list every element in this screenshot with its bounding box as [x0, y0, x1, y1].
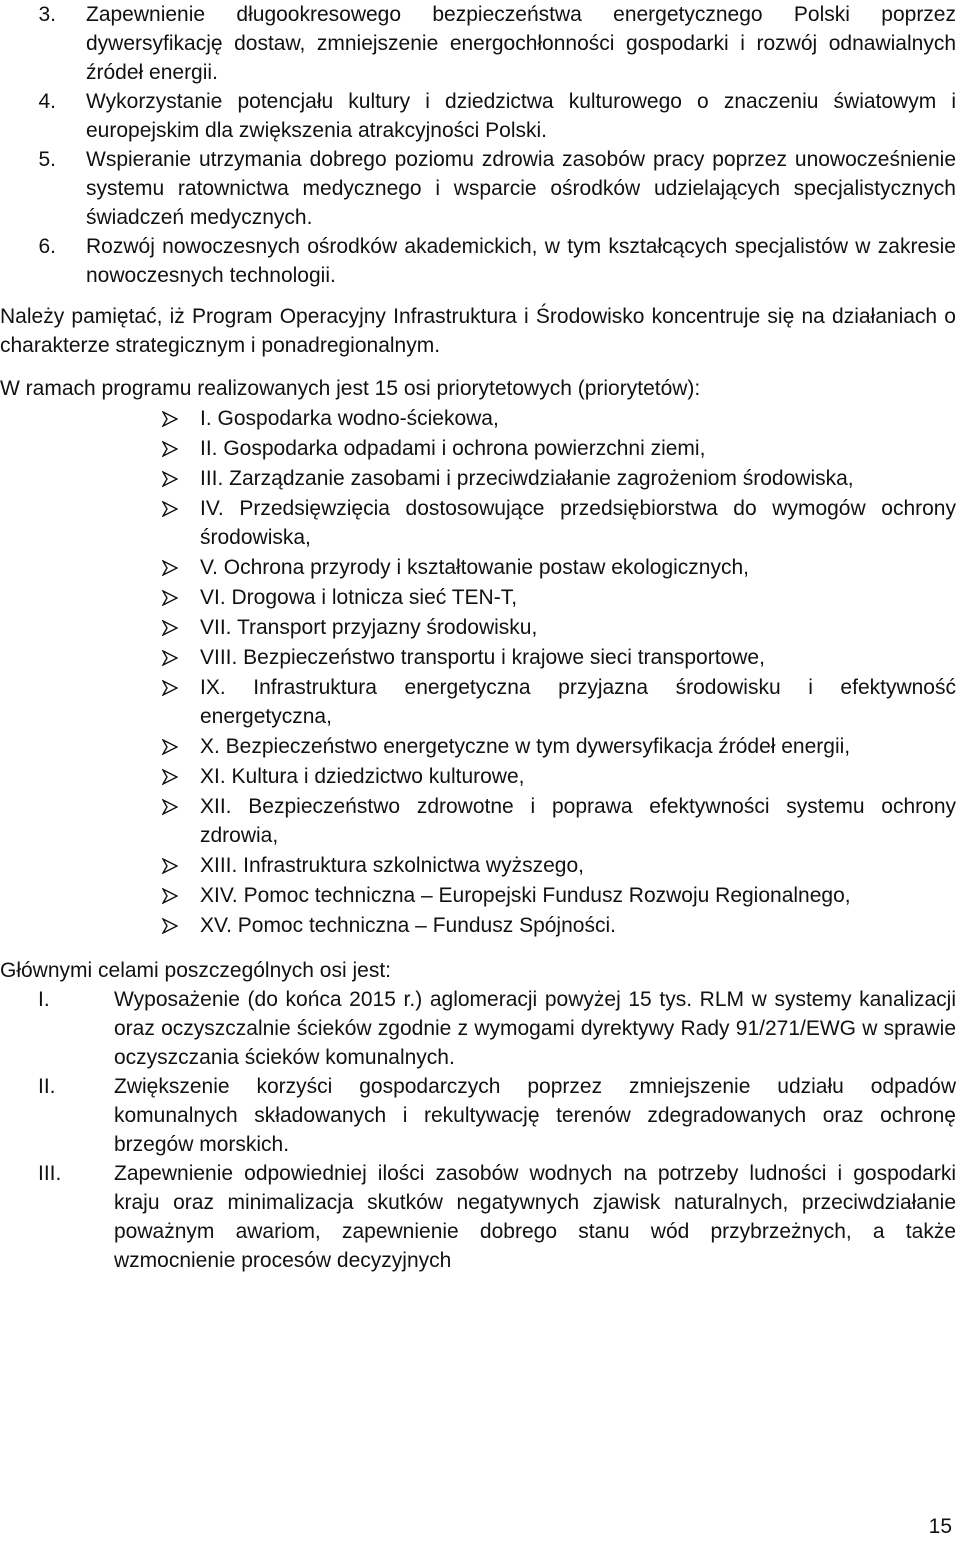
goal-text: Wyposażenie (do końca 2015 r.) aglomeracji powyżej 15 tys. RLM w systemy kanalizacji oraz oczyszczalnie ścieków zgodnie z wymogami dyrektywy Rady 91/271/EWG w sprawie oczyszczania ścieków komunalnych. [114, 988, 956, 1069]
arrowhead-bullet-icon [162, 762, 200, 791]
priority-axis-text: II. Gospodarka odpadami i ochrona powierzchni ziemi, [200, 437, 706, 460]
goal-text: Zwiększenie korzyści gospodarczych poprzez zmniejszenie udziału odpadów komunalnych składowanych i rekultywację terenów zdegradowanych oraz ochronę brzegów morskich. [114, 1075, 956, 1156]
arrowhead-bullet-icon [162, 881, 200, 910]
priority-axis-text: IX. Infrastruktura energetyczna przyjazna środowisku i efektywność energetyczna, [200, 676, 956, 728]
numbered-item [0, 145, 956, 232]
goal-item [0, 1072, 956, 1159]
arrowhead-bullet-icon [162, 404, 200, 433]
priority-axis-item [0, 404, 956, 433]
arrowhead-bullet-icon [162, 583, 200, 612]
priority-axis-text: VII. Transport przyjazny środowisku, [200, 616, 538, 639]
goal-number: III. [38, 1162, 62, 1185]
priority-axis-text: V. Ochrona przyrody i kształtowanie postaw ekologicznych, [200, 556, 749, 579]
priority-axis-item [0, 434, 956, 463]
priority-axis-text: XV. Pomoc techniczna – Fundusz Spójności. [200, 914, 616, 937]
priority-axis-text: XI. Kultura i dziedzictwo kulturowe, [200, 765, 525, 788]
priority-axis-item [0, 792, 956, 850]
priority-axis-text: III. Zarządzanie zasobami i przeciwdziałanie zagrożeniom środowiska, [200, 467, 854, 490]
goal-item [0, 1159, 956, 1275]
goal-number: II. [38, 1075, 56, 1098]
goal-number: I. [38, 988, 50, 1011]
paragraph-priority-intro: W ramach programu realizowanych jest 15 osi priorytetowych (priorytetów): [0, 377, 701, 400]
paragraph-goals-intro: Głównymi celami poszczególnych osi jest: [0, 959, 391, 982]
priority-axis-text: XIII. Infrastruktura szkolnictwa wyższego, [200, 854, 584, 877]
numbered-item [0, 0, 956, 87]
priority-axis-item [0, 464, 956, 493]
paragraph-program-note: Należy pamiętać, iż Program Operacyjny Infrastruktura i Środowisko koncentruje się na działaniach o charakterze strategicznym i ponadregionalnym. [0, 305, 956, 357]
goal-text: Zapewnienie odpowiedniej ilości zasobów wodnych na potrzeby ludności i gospodarki kraju oraz minimalizacja skutków negatywnych zjawisk naturalnych, przeciwdziałanie poważnym awariom, zapewnienie dobrego stanu wód przybrzeżnych, a także wzmocnienie procesów decyzyjnych [114, 1162, 956, 1272]
priority-axis-item [0, 553, 956, 582]
item-number: 6. [38, 235, 56, 258]
priority-axis-item [0, 881, 956, 910]
item-text: Wykorzystanie potencjału kultury i dziedzictwa kulturowego o znaczeniu światowym i europejskim dla zwiększenia atrakcyjności Polski. [86, 90, 956, 142]
priority-axis-text: XII. Bezpieczeństwo zdrowotne i poprawa efektywności systemu ochrony zdrowia, [200, 795, 956, 847]
item-number: 3. [38, 3, 56, 26]
priority-axis-item [0, 911, 956, 940]
priority-axis-text: XIV. Pomoc techniczna – Europejski Fundusz Rozwoju Regionalnego, [200, 884, 851, 907]
arrowhead-bullet-icon [162, 613, 200, 642]
priority-axis-text: I. Gospodarka wodno-ściekowa, [200, 407, 499, 430]
arrowhead-bullet-icon [162, 732, 200, 761]
priority-axis-item [0, 732, 956, 761]
priority-axis-item [0, 643, 956, 672]
arrowhead-bullet-icon [162, 464, 200, 493]
priority-axes-list [0, 404, 956, 940]
arrowhead-bullet-icon [162, 851, 200, 880]
priority-axis-item [0, 613, 956, 642]
priority-axis-item [0, 851, 956, 880]
priority-axis-item [0, 762, 956, 791]
priority-axis-item [0, 494, 956, 552]
priority-axis-text: X. Bezpieczeństwo energetyczne w tym dywersyfikacja źródeł energii, [200, 735, 851, 758]
arrowhead-bullet-icon [162, 494, 200, 523]
page-number: 15 [928, 1515, 952, 1538]
arrowhead-bullet-icon [162, 673, 200, 702]
numbered-objectives-list [0, 0, 956, 290]
goal-item [0, 985, 956, 1072]
priority-axis-text: IV. Przedsięwzięcia dostosowujące przedsiębiorstwa do wymogów ochrony środowiska, [200, 497, 956, 549]
axis-goals-list [0, 985, 956, 1275]
arrowhead-bullet-icon [162, 643, 200, 672]
arrowhead-bullet-icon [162, 792, 200, 821]
arrowhead-bullet-icon [162, 553, 200, 582]
item-number: 4. [38, 90, 56, 113]
arrowhead-bullet-icon [162, 434, 200, 463]
item-number: 5. [38, 148, 56, 171]
numbered-item [0, 87, 956, 145]
arrowhead-bullet-icon [162, 911, 200, 940]
numbered-item [0, 232, 956, 290]
priority-axis-text: VIII. Bezpieczeństwo transportu i krajowe sieci transportowe, [200, 646, 765, 669]
item-text: Rozwój nowoczesnych ośrodków akademickich, w tym kształcących specjalistów w zakresie nowoczesnych technologii. [86, 235, 956, 287]
item-text: Wspieranie utrzymania dobrego poziomu zdrowia zasobów pracy poprzez unowocześnienie systemu ratownictwa medycznego i wsparcie ośrodków udzielających specjalistycznych świadczeń medycznych. [86, 148, 956, 229]
priority-axis-item [0, 673, 956, 731]
priority-axis-text: VI. Drogowa i lotnicza sieć TEN-T, [200, 586, 518, 609]
item-text: Zapewnienie długookresowego bezpieczeństwa energetycznego Polski poprzez dywersyfikację dostaw, zmniejszenie energochłonności gospodarki i rozwój odnawialnych źródeł energii. [86, 3, 956, 84]
priority-axis-item [0, 583, 956, 612]
